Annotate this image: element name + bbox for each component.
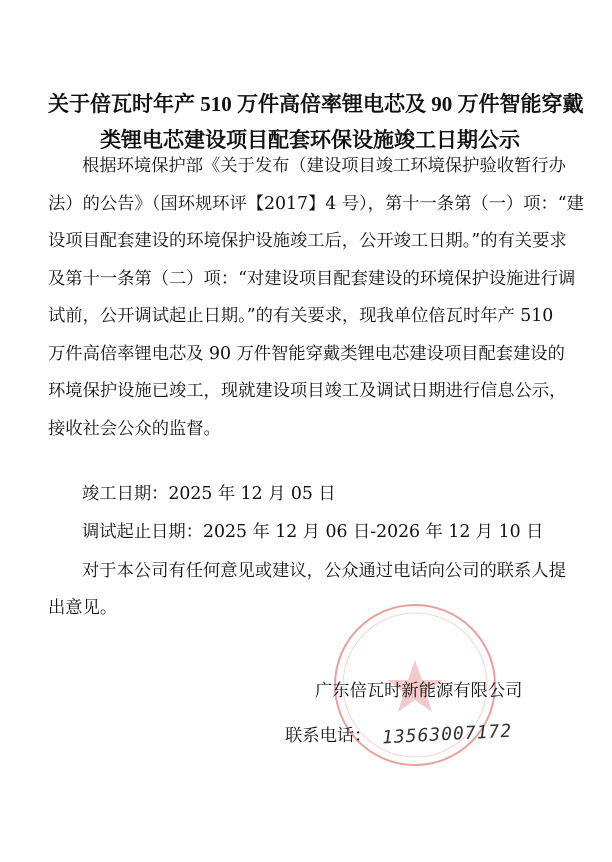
body-line: 根据环境保护部《关于发布（建设项目竣工环境保护验收暂行办	[82, 156, 566, 176]
debug-period: 调试起止日期：2025 年 12 月 06 日-2026 年 12 月 10 日	[82, 522, 544, 542]
title-line-1: 关于倍瓦时年产 510 万件高倍率锂电芯及 90 万件智能穿戴	[48, 92, 584, 116]
body-line: 设项目配套建设的环境保护设施竣工后，公开竣工日期。”的有关要求	[48, 231, 567, 251]
contact-phone-handwritten: 13563007172	[381, 720, 513, 749]
feedback-line: 出意见。	[48, 598, 118, 618]
body-line: 接收社会公众的监督。	[48, 419, 221, 439]
body-line: 环境保护设施已竣工，现就建设项目竣工及调试日期进行信息公示，	[48, 381, 567, 401]
body-line: 法）的公告》（国环规环评【2017】4 号），第十一条第（一）项：“建	[48, 194, 584, 214]
contact-label: 联系电话：	[285, 726, 372, 746]
body-line: 试前，公开调试起止日期。”的有关要求，现我单位倍瓦时年产 510	[48, 306, 554, 326]
title-line-2: 类锂电芯建设项目配套环保设施竣工日期公示	[100, 128, 520, 152]
company-name: 广东倍瓦时新能源有限公司	[315, 681, 523, 701]
body-line: 及第十一条第（二）项：“对建设项目配套建设的环境保护设施进行调	[48, 269, 576, 289]
feedback-line: 对于本公司有任何意见或建议，公众通过电话向公司的联系人提	[82, 561, 566, 581]
completion-date: 竣工日期：2025 年 12 月 05 日	[82, 484, 336, 504]
body-line: 万件高倍率锂电芯及 90 万件智能穿戴类锂电芯建设项目配套建设的	[48, 344, 565, 364]
